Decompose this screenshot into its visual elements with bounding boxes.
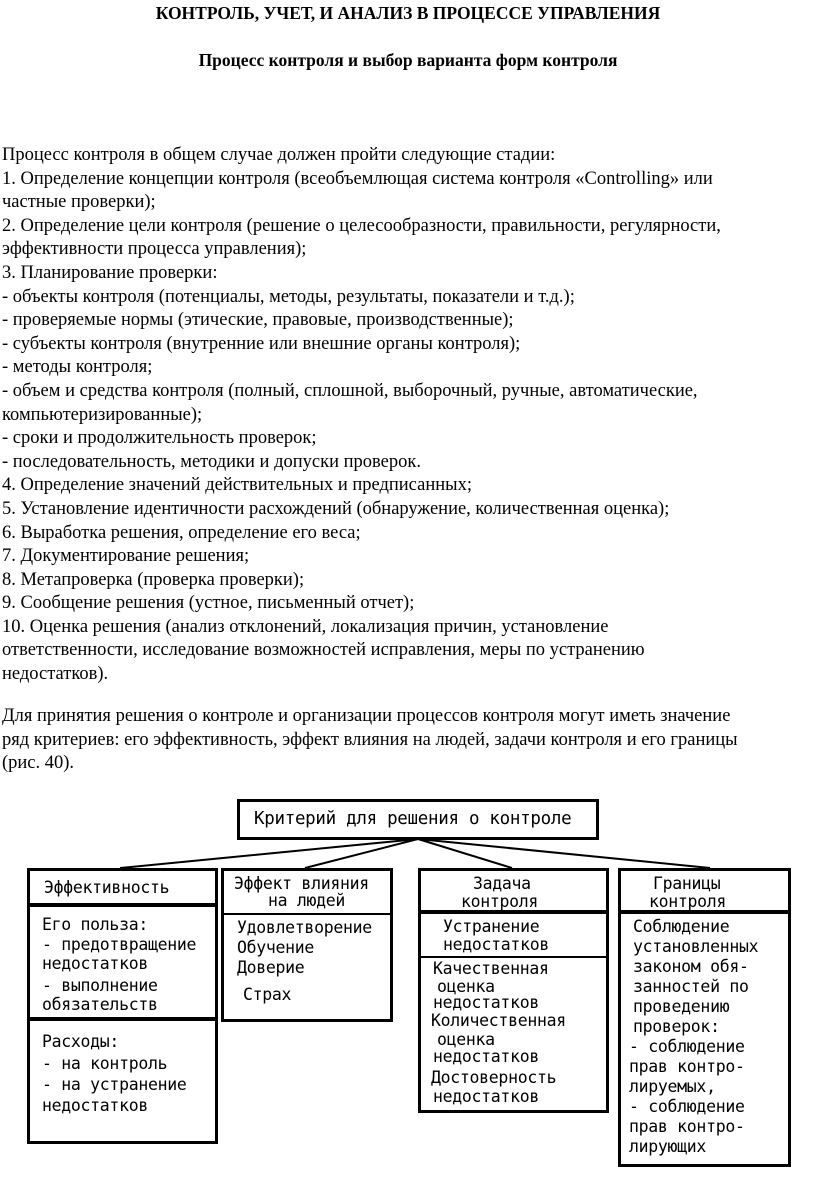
text-line: ответственности, исследование возможностей исправления, меры по устранению <box>2 640 645 661</box>
text-line: 1. Определение концепции контроля (всеобъемлющая система контроля «Controlling» или <box>2 168 713 189</box>
text-line: Для принятия решения о контроле и организации процессов контроля могут иметь значение <box>2 706 731 726</box>
limits-item: прав контро- <box>629 1057 745 1076</box>
task-header-line: контроля <box>461 892 539 911</box>
benefit-line: - предотвращение <box>42 935 197 954</box>
connector-line <box>305 839 418 868</box>
limits-item: проверок: <box>633 1017 720 1036</box>
text-line: - объем и средства контроля (полный, сплошной, выборочный, ручные, автоматические, <box>2 380 698 401</box>
costs-line: недостатков <box>42 1096 148 1115</box>
task-item: Количественная <box>431 1011 566 1030</box>
text-line: 4. Определение значений действительных и предписанных; <box>2 475 472 496</box>
text-line: частные проверки); <box>2 192 156 213</box>
influence-item: Страх <box>243 985 292 1004</box>
limits-item: проведению <box>633 997 730 1016</box>
limits-item: занностей по <box>633 977 749 996</box>
text-line: - объекты контроля (потенциалы, методы, результаты, показатели и т.д.); <box>2 286 575 307</box>
task-item: оценка <box>437 1030 495 1049</box>
costs-line: - на устранение <box>42 1075 187 1094</box>
effectiveness-header-box <box>27 868 218 906</box>
effectiveness-header: Эффективность <box>44 878 170 897</box>
text-line: 7. Документирование решения; <box>2 546 250 567</box>
influence-item: Обучение <box>237 938 315 957</box>
limits-item: - соблюдение <box>629 1037 745 1056</box>
benefit-line: - выполнение <box>42 976 158 995</box>
text-line: 9. Сообщение решения (устное, письменный отчет); <box>2 593 415 614</box>
task-item: недостатков <box>433 1087 539 1106</box>
limits-header-line: контроля <box>649 892 727 911</box>
benefit-line: Его польза: <box>42 915 148 934</box>
influence-header-line: на людей <box>268 891 346 910</box>
text-line: - проверяемые нормы (этические, правовые, производственные); <box>2 310 514 331</box>
divider <box>224 913 390 915</box>
limits-body-box <box>618 911 791 1167</box>
text-line: компьютеризированные); <box>2 404 203 425</box>
text-line: - методы контроля; <box>2 357 153 378</box>
task-header-box <box>418 868 609 913</box>
costs-line: Расходы: <box>42 1032 120 1051</box>
task-item: Качественная <box>433 959 549 978</box>
limits-header-line: Границы <box>653 874 721 893</box>
text-line: 6. Выработка решения, определение его веса; <box>2 522 361 543</box>
task-body-box <box>418 911 609 1113</box>
connector-line <box>120 839 418 868</box>
task-item: оценка <box>437 977 495 996</box>
text-line: Процесс контроля в общем случае должен пройти следующие стадии: <box>2 145 556 165</box>
text-line: 2. Определение цели контроля (решение о целесообразности, правильности, регулярности, <box>2 215 721 236</box>
limits-item: прав контро- <box>629 1117 745 1136</box>
text-line: 5. Установление идентичности расхождений (обнаружение, количественная оценка); <box>2 498 670 519</box>
benefit-line: недостатков <box>42 954 148 973</box>
text-line: ряд критериев: его эффективность, эффект влияния на людей, задачи контроля и его границы <box>2 729 738 750</box>
limits-item: лируемых, <box>629 1077 716 1096</box>
stages-paragraph <box>2 144 812 687</box>
influence-header-line: Эффект влияния <box>234 874 369 893</box>
root-criterion-box <box>237 799 599 840</box>
influence-item: Удовлетворение <box>237 918 372 937</box>
section-subtitle: Процесс контроля и выбор варианта форм контроля <box>198 50 618 70</box>
text-line: - последовательность, методики и допуски проверок. <box>2 451 421 472</box>
limits-item: Соблюдение <box>633 917 730 936</box>
text-line: (рис. 40). <box>2 753 75 774</box>
influence-item: Доверие <box>237 958 305 977</box>
text-line: 10. Оценка решения (анализ отклонений, локализация причин, установление <box>2 616 609 637</box>
task-item: недостатков <box>433 993 539 1012</box>
text-line: 8. Метапроверка (проверка проверки); <box>2 569 305 590</box>
root-criterion-label: Критерий для решения о контроле <box>254 809 572 829</box>
task-item: Достоверность <box>431 1068 557 1087</box>
text-line: недостатков). <box>2 664 109 685</box>
text-line: - сроки и продолжительность проверок; <box>2 428 317 449</box>
task-item: Устранение <box>443 917 540 936</box>
control-criteria-diagram <box>0 790 816 1194</box>
task-item: недостатков <box>433 1047 539 1066</box>
closing-paragraph <box>2 705 812 776</box>
text-line: эффективности процесса управления); <box>2 239 307 260</box>
limits-header-box <box>618 868 791 913</box>
influence-box <box>221 868 393 1022</box>
divider <box>421 956 606 958</box>
effectiveness-benefit-box <box>27 904 218 1020</box>
task-item: недостатков <box>443 935 549 954</box>
limits-item: установленных <box>633 937 759 956</box>
text-line: - субъекты контроля (внутренние или внешние органы контроля); <box>2 333 521 354</box>
text-line: 3. Планирование проверки: <box>2 262 218 283</box>
task-header-line: Задача <box>473 874 531 893</box>
limits-item: - соблюдение <box>629 1097 745 1116</box>
benefit-line: обязательств <box>42 995 158 1014</box>
limits-item: законом обя- <box>633 957 749 976</box>
costs-line: - на контроль <box>42 1054 168 1073</box>
effectiveness-costs-box <box>27 1018 218 1144</box>
page-title: КОНТРОЛЬ, УЧЕТ, И АНАЛИЗ В ПРОЦЕССЕ УПРАВЛЕНИЯ <box>155 3 661 23</box>
limits-item: лирующих <box>629 1137 707 1156</box>
